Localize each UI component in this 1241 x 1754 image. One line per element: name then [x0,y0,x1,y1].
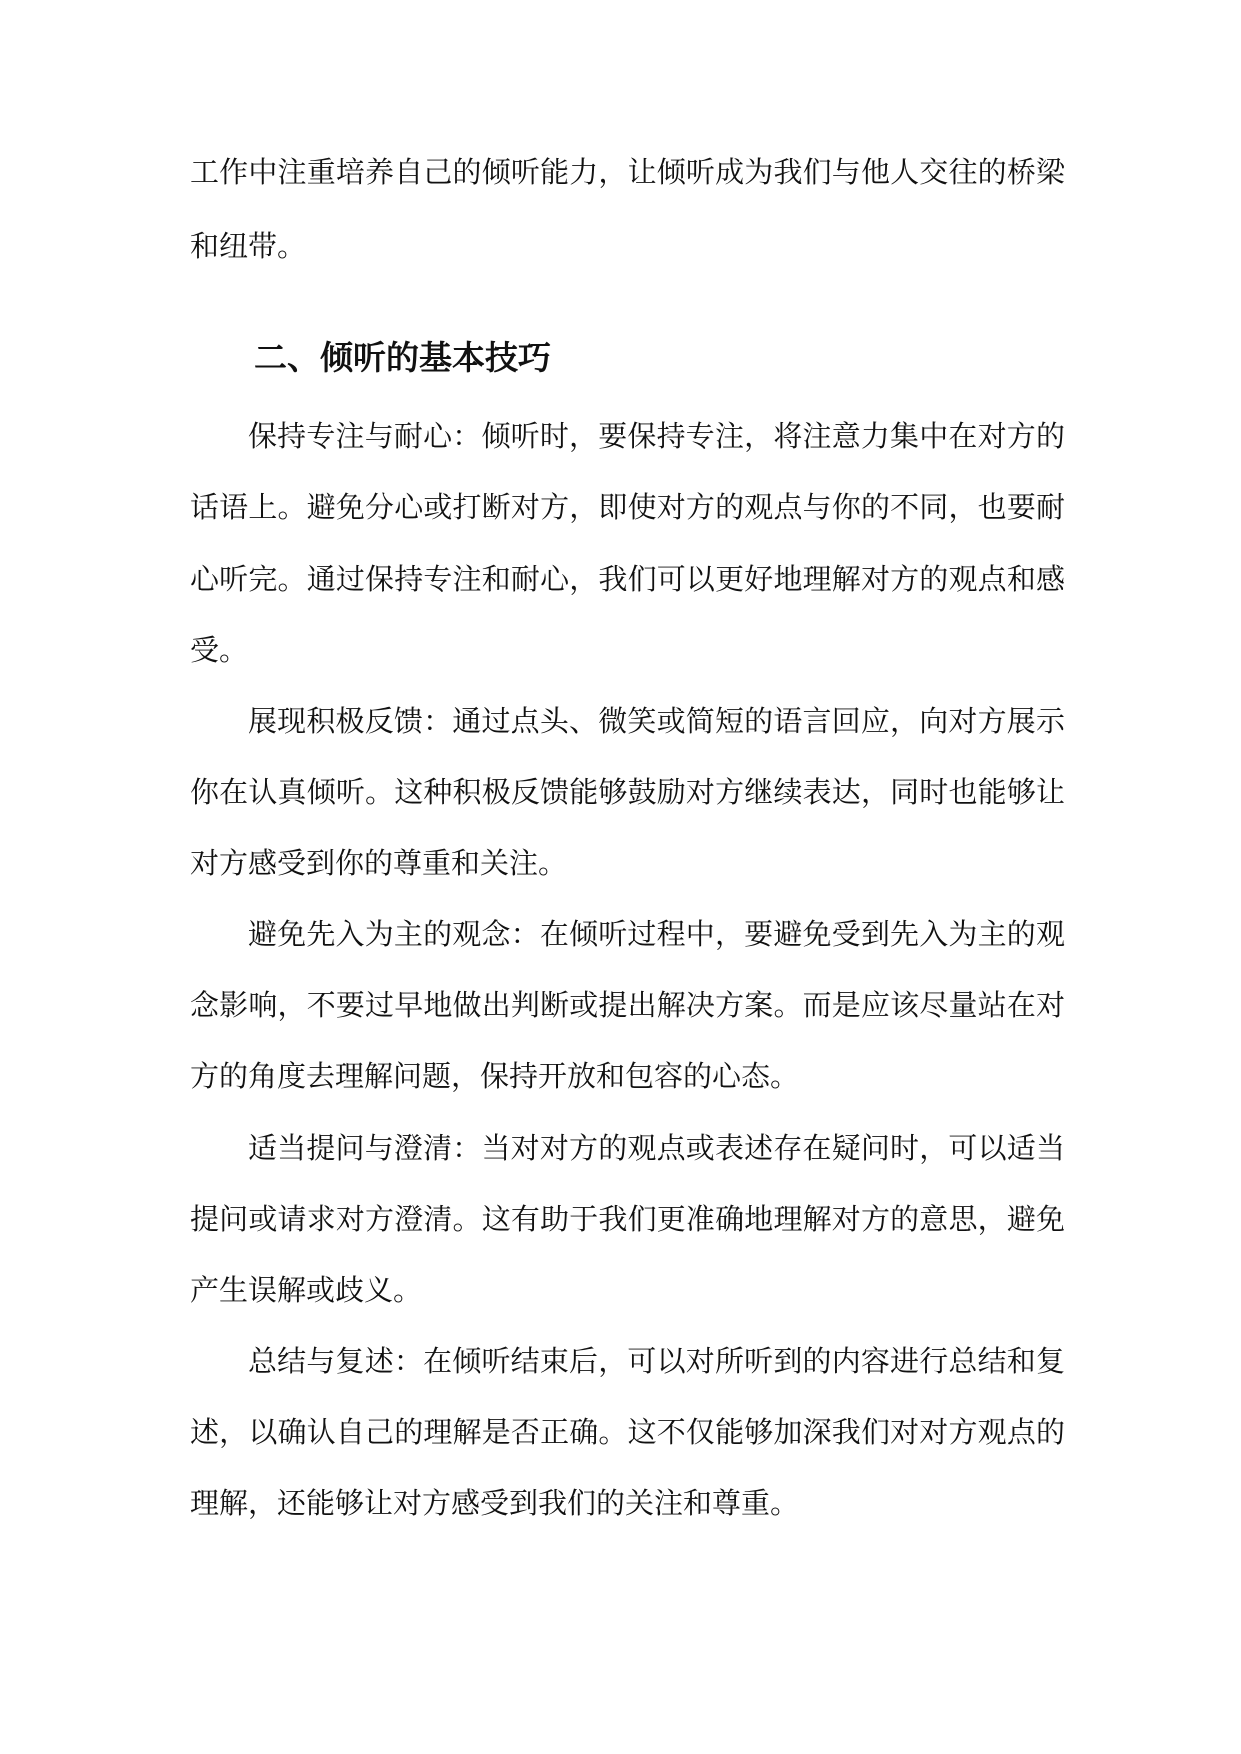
section-heading: 二、倾听的基本技巧 [254,338,551,377]
paragraph-first-line: 避免先入为主的观念：在倾听过程中，要避免受到先入为主的观 [248,917,1065,951]
paragraph-line: 受。 [190,633,249,667]
paragraph-line: 理解，还能够让对方感受到我们的关注和尊重。 [190,1486,800,1520]
paragraph-line: 你在认真倾听。这种积极反馈能够鼓励对方继续表达，同时也能够让 [190,775,1065,809]
paragraph-line: 念影响，不要过早地做出判断或提出解决方案。而是应该尽量站在对 [190,988,1065,1022]
paragraph-line: 对方感受到你的尊重和关注。 [190,846,568,880]
paragraph-first-line: 保持专注与耐心：倾听时，要保持专注，将注意力集中在对方的 [248,419,1065,453]
paragraph-first-line: 总结与复述：在倾听结束后，可以对所听到的内容进行总结和复 [248,1344,1065,1378]
paragraph-line: 方的角度去理解问题，保持开放和包容的心态。 [190,1059,800,1093]
paragraph-first-line: 适当提问与澄清：当对对方的观点或表述存在疑问时，可以适当 [248,1131,1065,1165]
paragraph-line: 心听完。通过保持专注和耐心，我们可以更好地理解对方的观点和感 [190,562,1065,596]
paragraph-first-line: 展现积极反馈：通过点头、微笑或简短的语言回应，向对方展示 [248,704,1065,738]
paragraph-line: 工作中注重培养自己的倾听能力，让倾听成为我们与他人交往的桥梁 [190,155,1065,189]
paragraph-line: 述，以确认自己的理解是否正确。这不仅能够加深我们对对方观点的 [190,1415,1065,1449]
paragraph-line: 话语上。避免分心或打断对方，即使对方的观点与你的不同，也要耐 [190,490,1065,524]
paragraph-line: 提问或请求对方澄清。这有助于我们更准确地理解对方的意思，避免 [190,1202,1065,1236]
paragraph-line: 和纽带。 [190,229,307,263]
paragraph-line: 产生误解或歧义。 [190,1273,423,1307]
